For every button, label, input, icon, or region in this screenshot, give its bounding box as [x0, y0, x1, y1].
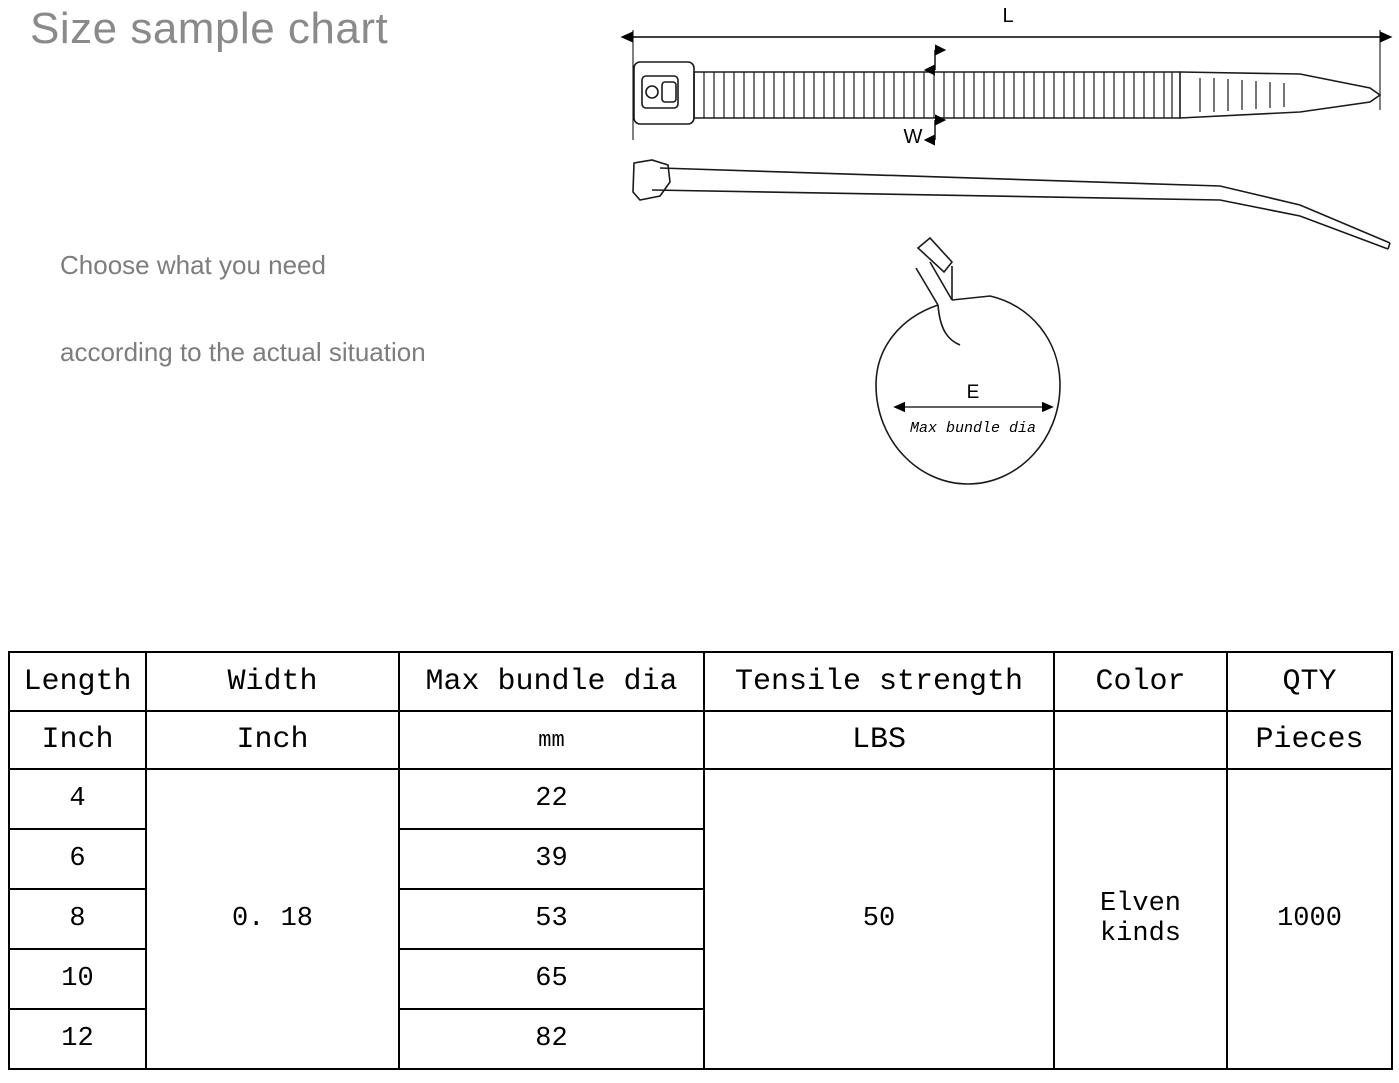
intro-line-1: Choose what you need	[60, 250, 326, 280]
intro-line-2: according to the actual situation	[60, 337, 426, 367]
cable-tie-side	[633, 160, 1390, 249]
header-color: Color	[1054, 652, 1227, 711]
header-width: Width	[146, 652, 399, 711]
length-dimension	[633, 30, 1380, 140]
cell-length: 8	[9, 889, 146, 949]
cell-width: 0. 18	[146, 769, 399, 1069]
header-length: Length	[9, 652, 146, 711]
cell-dia: 82	[399, 1009, 704, 1069]
cell-tensile: 50	[704, 769, 1054, 1069]
unit-qty: Pieces	[1227, 711, 1392, 769]
cell-dia: 65	[399, 949, 704, 1009]
cable-tie-loop	[876, 238, 1060, 484]
unit-color	[1054, 711, 1227, 769]
cell-length: 10	[9, 949, 146, 1009]
table-row	[9, 769, 1392, 829]
cell-dia: 39	[399, 829, 704, 889]
cell-qty: 1000	[1227, 769, 1392, 1069]
header-tensile: Tensile strength	[704, 652, 1054, 711]
bundle-dia-caption: Max bundle dia	[909, 420, 1037, 437]
spec-table	[8, 651, 1393, 1070]
page-title: Size sample chart	[30, 4, 389, 53]
cell-color: Elven kinds	[1054, 769, 1227, 1069]
unit-length: Inch	[9, 711, 146, 769]
unit-width: Inch	[146, 711, 399, 769]
cell-length: 12	[9, 1009, 146, 1069]
width-label: W	[903, 126, 923, 148]
bundle-dia-label: E	[966, 382, 980, 403]
table-header-row	[9, 652, 1392, 711]
cell-length: 4	[9, 769, 146, 829]
cell-dia: 22	[399, 769, 704, 829]
table-unit-row	[9, 711, 1392, 769]
cable-tie-top	[634, 62, 1380, 124]
header-dia: Max bundle dia	[399, 652, 704, 711]
header-qty: QTY	[1227, 652, 1392, 711]
cable-tie-diagram	[600, 0, 1399, 540]
cell-dia: 53	[399, 889, 704, 949]
cell-length: 6	[9, 829, 146, 889]
unit-tensile: LBS	[704, 711, 1054, 769]
unit-dia: mm	[399, 711, 704, 769]
length-label: L	[1002, 5, 1014, 27]
